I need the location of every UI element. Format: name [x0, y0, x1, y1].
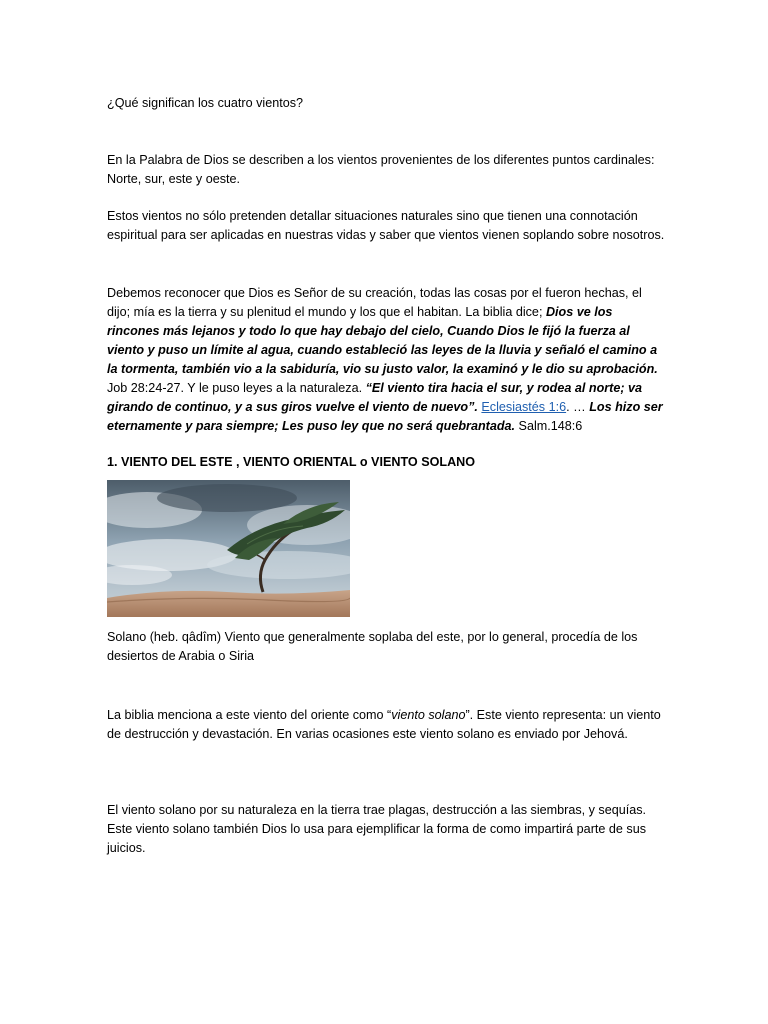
windswept-tree-image — [107, 480, 350, 617]
psalm-quote: Los hizo ser eternamente y para siempre; Les puso ley que no será quebrantada. — [107, 400, 663, 433]
ecclesiastes-quote: “El viento tira hacia el sur, y rodea al norte; va girando de continuo, y a sus giros vuelve el viento de nuevo”. — [107, 381, 643, 414]
paragraph-cardinal-points: En la Palabra de Dios se describen a los vientos provenientes de los diferentes puntos cardinales: Norte, sur, este y oeste. — [107, 153, 655, 186]
ecclesiastes-link[interactable]: Eclesiastés 1:6 — [481, 400, 567, 414]
job-quote: Dios ve los rincones más lejanos y todo lo que hay debajo del cielo, Cuando Dios le fijó la fuerza al viento y puso un límite al agua, cuando estableció las leyes de la lluvia y señaló el camino a la tormenta, también vio a la sabiduría, vio su justo valor, la examinó y le dio su aprobación. — [107, 305, 658, 376]
text-span: ”. Este viento representa: un viento de destrucción y devastación. En varias ocasiones este viento solano es enviado por Jehová. — [107, 708, 661, 741]
paragraph-god-creation — [107, 284, 667, 436]
windswept-tree-photo — [107, 480, 350, 617]
text-span: . … — [566, 400, 590, 414]
section-heading-east-wind: 1. VIENTO DEL ESTE , VIENTO ORIENTAL o VIENTO SOLANO — [107, 455, 476, 469]
paragraph-solano-bible — [107, 706, 667, 744]
text-span: Debemos reconocer que Dios es Señor de su creación, todas las cosas por el fueron hechas, el dijo; mía es la tierra y su plenitud el mundo y los que el habitan. La biblia dice; — [107, 286, 642, 319]
viento-solano-term: viento solano — [391, 708, 466, 722]
paragraph-spiritual-meaning: Estos vientos no sólo pretenden detallar situaciones naturales sino que tienen una connotación espiritual para ser aplicadas en nuestras vidas y saber que vientos vienen soplando sobre nosotros. — [107, 209, 665, 242]
text-span: La biblia menciona a este viento del oriente como “ — [107, 708, 392, 722]
text-span: Salm.148:6 — [515, 419, 583, 433]
document-title: ¿Qué significan los cuatro vientos? — [107, 96, 304, 110]
text-span: Job 28:24-27. Y le puso leyes a la naturaleza. — [107, 381, 366, 395]
paragraph-solano-definition: Solano (heb. qâdîm) Viento que generalmente soplaba del este, por lo general, procedía de los desiertos de Arabia o Siria — [107, 630, 638, 663]
paragraph-solano-effects: El viento solano por su naturaleza en la tierra trae plagas, destrucción a las siembras, y sequías. Este viento solano también Dios lo usa para ejemplificar la forma de como impartirá parte de sus juicios. — [107, 803, 647, 855]
